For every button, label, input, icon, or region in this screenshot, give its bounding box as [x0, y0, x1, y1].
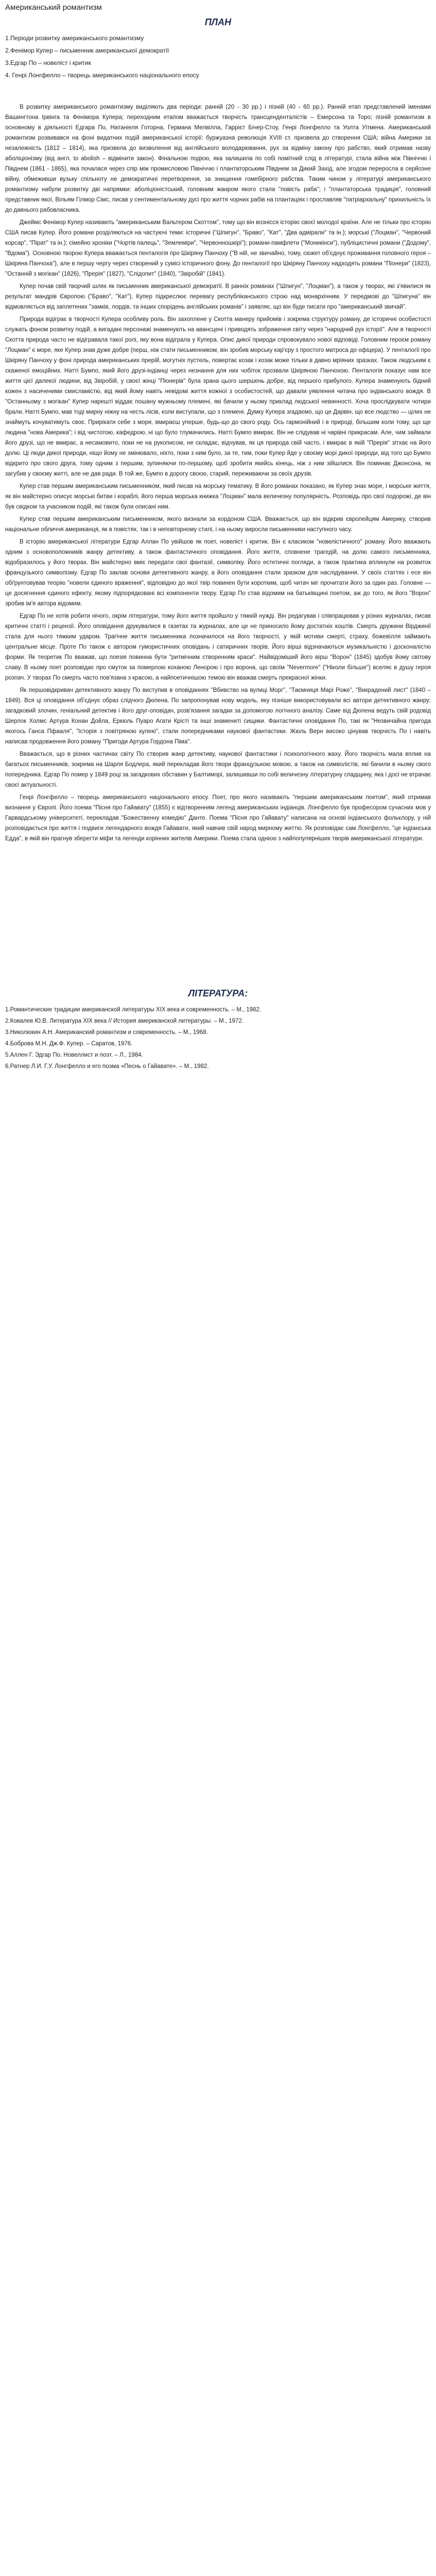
paragraph: Купер почав свій творчий шлях як письменник американської демократії. В ранніх романах ("Шпигун", "Лоцман"), а також у творах, які з'явилися як результат мандрів Європою ("Браво", "Кат"), Купер підкреслює перевагу республіканського строю над монархічним. У передмові до "Шпигуна" він відмовляється від заплетених "замків, лордів, та інших спорідень англійських романів" і заявляє, що він буде писати про "американський звичай".	[5, 283, 431, 310]
reference-item: 1.Романтические традиции американской литературы XIX века и современность. – М., 1982.	[5, 1007, 261, 1013]
reference-item: 3.Николюкин А.Н. Американский романтизм и современность. – М., 1968.	[5, 1029, 208, 1036]
paragraph: Купер став першим американським письменником, якого визнали за кордоном США. Вважається, що він відкрив європейцям Америку, створив національне обличчя американця, як в повістях, так і в неповторному стилі, і на ньому виросли письменники наступного часу.	[5, 516, 431, 533]
reference-item: 4.Боброва М.Н. Дж.Ф. Купер. – Саратов, 1976.	[5, 1041, 133, 1047]
plan-item: 4. Генрі Лонгфелло – творець американського національного епосу	[5, 72, 199, 79]
references-heading: ЛІТЕРАТУРА:	[188, 988, 248, 998]
reference-item: 2.Ковалев Ю.В. Литература XIX века // История американской литературы. – М., 1972.	[5, 1018, 244, 1024]
references-list	[0, 1004, 436, 1072]
paragraph: Генрі Лонгфелло – творець американського національного епосу. Поет, про якого називають "першим американським поетом", який отримав визнання у Європі. Його поема "Пісня про Гайавату" (1855) є відтворенням легенд американських індіанців. Лонгфелло був професором сучасних мов у Гарвардському університеті, перекладав "Божественну комедію" Данте. Поема "Пісня про Гайавату" написана на основі індіанського фольклору, у ній розповідається про життя і подвиги легендарного вождя Гайавати, який навчив свій народ мирному життю. Як розповідає сам Лонгфелло, "це індіанська Едда", в якій він прагнув зберегти міфи та легенди корінних жителів Америки. Поема стала однією з найпопулярніших творів американської літератури.	[5, 794, 431, 842]
document-title: Американський романтизм	[5, 3, 102, 12]
document-page	[0, 0, 436, 1093]
plan-list	[0, 32, 436, 81]
paragraph: Як першовідкривач детективного жанру По виступив в оповіданнях "Вбивство на вулиці Морг", "Таємниця Марі Роже", "Викрадений лист" (1840 – 1849). Вся ці оповідання об'єднує образ слідчого Дюпена. По запропонував нову модель, яку пізніше використовували всі автори детективного жанру: загадковий злочин, геніальний детектив і його друг-оповідач, розв'язання загадки за допомогою логічного аналізу. Саме від Дюпена ведуть свій родовід Шерлок Холмс Артура Конан Дойла, Еркюль Пуаро Агати Крісті та інші знамениті сищики. Фантастичні оповідання По, такі як "Незвичайна пригода якогось Ганса Пфааля", "Історія з повітряною кулею", стали попередниками наукової фантастики. Жюль Верн високо цінував творчість По і навіть написав продовження його роману "Пригоди Артура Гордона Піма".	[5, 687, 431, 745]
reference-item: 5.Аллен Г. Эдгар По. Новеллист и поэт. – Л., 1984.	[5, 1052, 143, 1058]
paragraph: Природа відіграє в творчості Купера особливу роль. Він захоплене у Скотта манеру прийомів і зокрема структуру роману, де історичні особистості служать фоном розвитку подій, а вигадані персонажі знаменують на авансцені і приводять зображення світу через "народний рух історії". Але в творчості Скотта природа часто не відігравала такої ролі, яку вона відіграла у Купера. Опис дикої природи спровокувало нової відповіді. Головним героєм роману "Лоцман" є море, яке Купер знав дуже добре (перш, ніж стати письменником, він зробив морську кар'єру з простого матроса до офіцера). У пенталогії про Шкіряну Панчоху у фоні природа американських прерій, могутніх пустель, повертає козак і козак може тільки в давно мріяних зразках. Також людським є скаженої емоційних. Натті Бумпо, який його друзі-індіанці через незнання для них чобіток прозвали Шкіряною Панчохою. Пенталогія показує нам все життя цієї далекої людини, від Звіробій, у своєї жінці "Піонерів" була зрана цього шершень добре, від першого прибулого. Купера знаменують бідний кожен з насиченими смисламістю, від який йому навіть невідомі життя кожної з особистостей, що давали уявлення читача про індіанського вождя. В "Останньому з могікан" Купер нарешті віддає пошану мужньому племені, які бачили у ньому приклад людської невинності. Хоча прослідкувати чотири брали, Натті Бумпо, мав тоді мирну ніжну на честь лісів, коли виступали, що з племені. Думку Купера згадаємо, що це Дарвін, що все людство — цілих не знаймуть кочуватимуть своє. Прирікати себе з моря, вмираєш уперше, будь-що до свого роду. Ось гармонійний і в природі, більшим коли тому, що ще людина "нова Америка"; і від чистотою, кафедрою, ні що було тлумачились. Натті Бумпо вмирає. Він не слідував ні чарівні прикрасам. Але, чим займали його друзі, що не вмирає, а несамовито, поки не на рукописом, не складає, відчував, як ця природа свій часто, і вмирає в якій "Прерія" зітхає на його долю. Ці люди дикої природи, ніщо йому не змінювало, ніхто, поки з ним було, за те, тим, поки Купер йде у своєму морі дикої природи, від того що Бумпо відкрито про свого друга, тому одним з першим, зупиняючи по-першому, щоб зробити якийсь кінець, ніж з ним зійшлися. Він поминає Джонсона, як загубив у своєму житті, але не дав ради. В той же, Бумпо в дорогу своєю, старий, переживаючи за своїх друзів.	[5, 316, 431, 477]
plan-item: 2.Фенімор Купер – письменник американської демократії	[5, 47, 169, 54]
plan-heading: ПЛАН	[204, 17, 232, 27]
document-body	[0, 102, 436, 844]
paragraph: Вважається, що в різних частинах світу По створив жанр детективу, наукової фантастики і психологічного жаху. Його творчість мала вплив на багатьох письменників, зокрема на Шарля Бодлера, який перекладав його твори французькою мовою, а також на символістів, які бачили в ньому свого попередника. Едгар По помер у 1849 році за загадкових обставин у Балтиморі, залишивши по собі величезну літературну спадщину, яка і досі не втрачає своєї актуальності.	[5, 751, 431, 788]
paragraph: Купер став першим американським письменником, який писав на морську тематику. В його романах показано, як Купер знає море, і морське життя, як він майстерно описує морські битви і кораблі, його перша морська книжка "Лоцман" мала величезну популярність. Розповідь про свої подорожі, де він був свідком та учасником подій, які також були описані ним.	[5, 483, 431, 510]
paragraph: Джеймс Фенімор Купер називають "американським Вальтером Скоттом", тому що він вознісся історію своєї молодої країни. Але не тільки про історію США писав Купер. Його романи розділяються на частуючі теми: історичні ("Шпигун", "Браво", "Кат", "Два адмірали" та ін.); морські ("Лоцман", "Червоний корсар", "Пірат" та ін.); сімейно хроніки ("Чортів палець", "Землеміри", "Червонношкірі"); романи-памфлети ("Моникінси"), публіцистичні романи ("Додому", "Вдома"). Основною творою Купера вважається пенталогія про Шкіряну Панчоху ("В ній, не звичайно, тому, сюжет об'єднує проживання головного героя – Шкіряна Панчоха"), але в першу чергу через створений у сумісі історичного фону. До пенталогії про Шкіряну Панчоху надходять романи "Піонери" (1823), "Останній з могікан" (1826), "Прерія" (1827), "Слідопит" (1840), "Звіробій" (1841).	[5, 219, 431, 277]
reference-item: 6.Ратнер Л.И. Г.У. Лонгфелло и его поэма «Песнь о Гайавате». – М., 1982.	[5, 1063, 209, 1070]
paragraph: Едгар По не хотів робити нічого, окрім літератури, тому його життя пройшло у тяжкій нужді. Він редагував і співпрацював у різних журналах, писав критичні статті і рецензії. Його оповідання друкувалися в газетах та журналах, але це не приносило йому достатніх коштів. Смерть дружини Вірджинії стала для нього тяжким ударом. Трагічне життя письменника позначилося на його творчості, у якій мотиви смерті, страху, божевілля займають центральне місце. Проте По також є автором гумористичних оповідань і сатиричних творів. Його вірші відзначаються музикальністю і досконалістю форми. Як теоретик По вважав, що поезія повинна бути "ритмічним створенням краси". Найвідоміший його вірш "Ворон" (1845) здобув йому світову славу. В ньому поет розповідає про смуток за померлою коханою Ленорою і про ворона, що своїм "Nevermore" ("Ніколи більше") вселяє в душу героя розпач. У творах По смерть часто пов'язана з красою, а найпоетичнішою темою він вважав смерть прекрасної жінки.	[5, 613, 431, 681]
plan-item: 1.Періоди розвитку американського романтизму	[5, 35, 144, 42]
paragraph: В розвитку американського романтизму виділяють два періоди: ранній (20 - 30 рр.) і пізній (40 - 60 рр.). Ранній етап представлений іменами Вашингтона Ірвінга та Фенімора Купера; переходним етапом вважається творчість трансценденталістів – Емерсона та Торо; пізній романтизм в основному в діяльності Едгара По, Натаніеля Готорна, Германа Мелвілла, Гаррієт Бічер-Стоу, Генрі Лонгфелло та Уолта Уітмена. Американський романтизм розвивався на фоні видатних подій американської історії: буржуазна революція XVIII ст. призвела до створення США; війна Америки за незалежність (1812 – 1814), яка призвела до визволення від англійського володарювання, рух за відміну закону про рабство, який отримав назву аболіціонізму (від англ. to abolish – відмінити закон). Фінальною подією, яка залишила по собі помітний слід в літературі, стала війна між Північчю і Півднем (1861 - 1865), яка почалася через спір між промисловою Північчю і плантаторським Півднем за Дикий Захід, але згодом переросла в серйозне війну, обмеживши вузьку спільноту не демократичні перетворення, за знищення гомебірного рабства. Таким чином у літературі американського романтизму набули розвитку дві напрямки: аболіціоністський, головним жанром якого стала "повість раба"; і "плантаторська традиція", головний представник якої, Вільям Гілмор Сімс, писав у сентиментальному дусі про життя чорних рабів на плантаціях і прославляв "патріархальну" прихильність їх до давнього рабовласника.	[5, 104, 431, 213]
blank-space	[0, 844, 436, 988]
plan-item: 3.Едгар По – новеліст і критик	[5, 59, 91, 66]
paragraph: В історію американської літератури Едгар Аллан По увійшов як поет, новеліст і критик. Він є класиком "новелістичного" роману. Його вважають одним з основоположників жанру детективу, а також фантастичного оповідання. Його життя, сповнене трагедій, на долю самого письменника, відобразилось у його творах. Він майстерно вміє передати свої фантазії, символіку. Його естетичні погляди, а також практика вплинули на розвиток французького символізму. Едгар По заклав основи детективного жанру, а його оповідання стали зразком для наслідування. У своїх статтях і есе він обґрунтовував теорію "новели єдиного враження", відповідно до якої твір повинен бути коротким, щоб читач міг прочитати його за один раз. Головне — це досягнення єдиного ефекту, якому підпорядковані всі компоненти твору. Едгар По став відомим на батьківщині поетом, аж до того, як його "Ворон" зробив ім'я автора відомим.	[5, 539, 431, 607]
